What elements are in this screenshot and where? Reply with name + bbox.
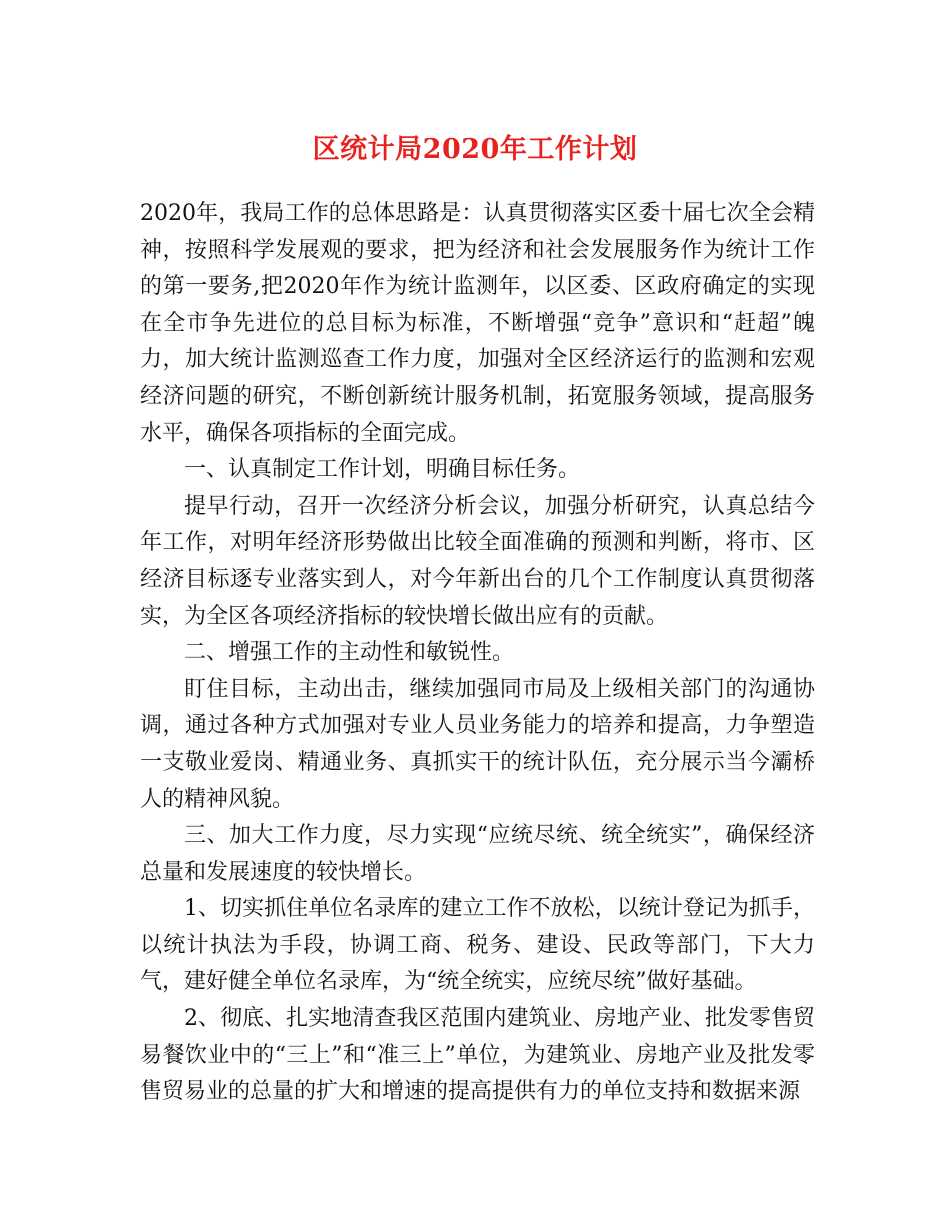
heading-section-1: 一、认真制定工作计划，明确目标任务。	[184, 457, 581, 483]
paragraph-section-2: 盯住目标，主动出击，继续加强同市局及上级相关部门的沟通协调，通过各种方式加强对专业人员业务能力的培养和提高，力争塑造一支敬业爱岗、精通业务、真抓实干的统计队伍，充分展示当今灞桥人的精神风貌。	[140, 676, 815, 812]
document-title: 区统计局2020年工作计划	[312, 134, 638, 165]
paragraph-item-2: 2、彻底、扎实地清查我区范围内建筑业、房地产业、批发零售贸易餐饮业中的“三上”和“准三上”单位，为建筑业、房地产业及批发零售贸易业的总量的扩大和增速的提高提供有力的单位支持和数据来源	[140, 1006, 815, 1105]
heading-section-2: 二、增强工作的主动性和敏锐性。	[184, 640, 515, 666]
document-body	[140, 196, 815, 1111]
heading-section-3: 三、加大工作力度，尽力实现“应统尽统、统全统实”，确保经济总量和发展速度的较快增长。	[140, 823, 815, 885]
paragraph-intro: 2020年，我局工作的总体思路是：认真贯彻落实区委十届七次全会精神，按照科学发展观的要求，把为经济和社会发展服务作为统计工作的第一要务,把2020年作为统计监测年，以区委、区政府确定的实现在全市争先进位的总目标为标准，不断增强“竞争”意识和“赶超”魄力，加大统计监测巡查工作力度，加强对全区经济运行的监测和宏观经济问题的研究，不断创新统计服务机制，拓宽服务领域，提高服务水平，确保各项指标的全面完成。	[140, 201, 815, 446]
paragraph-item-1: 1、切实抓住单位名录库的建立工作不放松，以统计登记为抓手，以统计执法为手段，协调工商、税务、建设、民政等部门，下大力气，建好健全单位名录库，为“统全统实，应统尽统”做好基础。	[140, 896, 815, 995]
paragraph-section-1: 提早行动，召开一次经济分析会议，加强分析研究，认真总结今年工作，对明年经济形势做出比较全面准确的预测和判断，将市、区经济目标逐专业落实到人，对今年新出台的几个工作制度认真贯彻落实，为全区各项经济指标的较快增长做出应有的贡献。	[140, 493, 815, 629]
